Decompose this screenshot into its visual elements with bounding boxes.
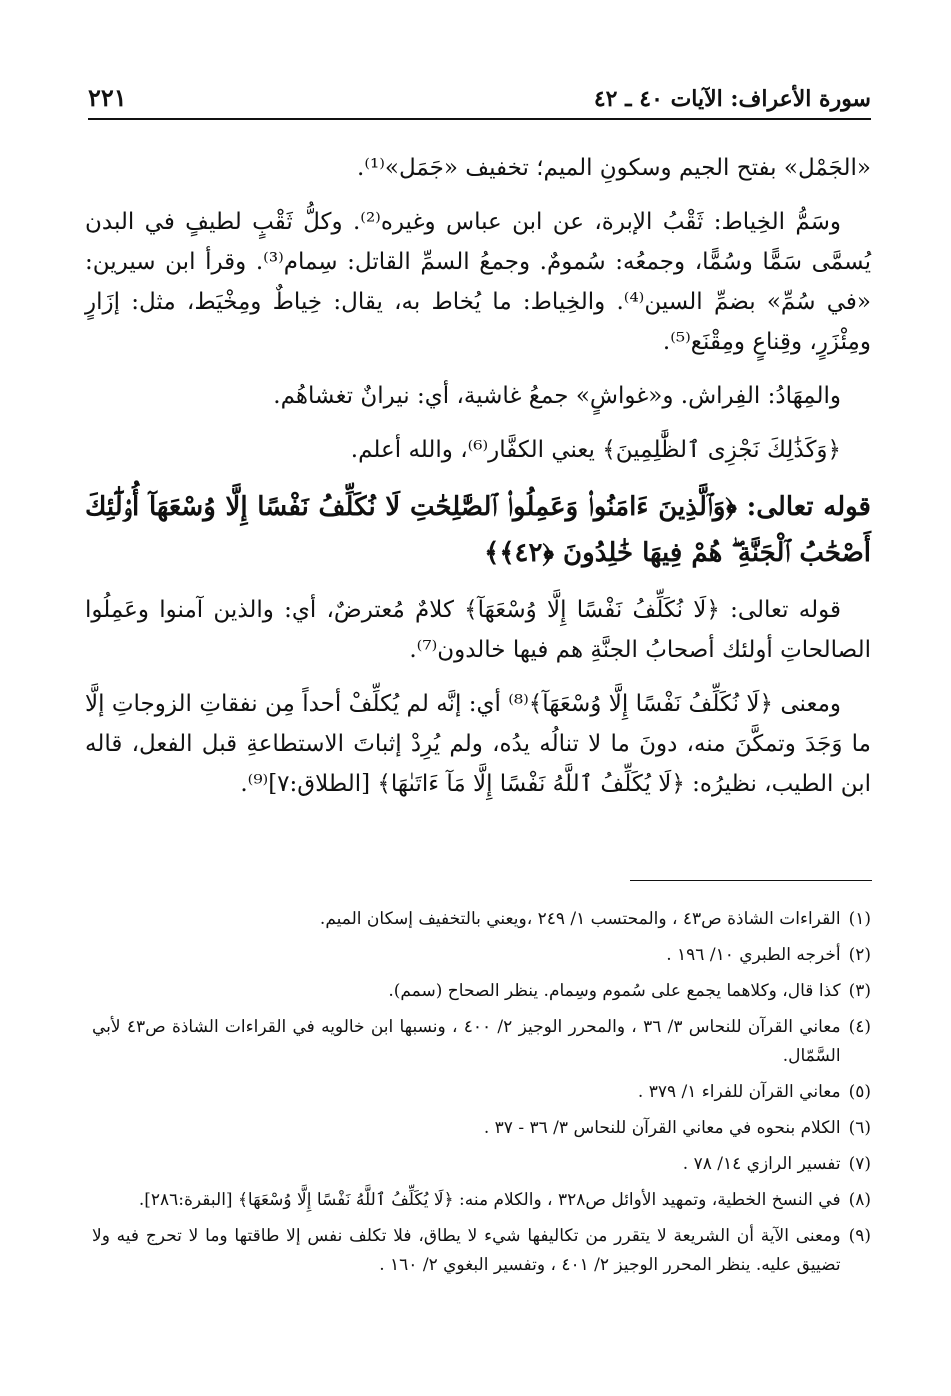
paragraph-samm-al-khiyat: وسَمُّ الخِياط: ثَقْبُ الإبرة، عن ابن عباس وغيره⁽²⁾. وكلُّ ثَقْبٍ لطيفٍ في البدن يُسمَّى سَمًّا وسُمًّا، وجمعُه: سُمومٌ. وجمعُ السمِّ القاتل: سِمام⁽³⁾. وقرأ ابن سيرين: «في سُمِّ» بضمِّ السين⁽⁴⁾. والخِياط: ما يُخاط به، يقال: خِياطٌ ومِخْيَط، مثل: إزَارٍ ومِئْزَرٍ، وقِناعٍ ومِقْنَع⁽⁵⁾. (85, 209, 871, 355)
footnote-number: (٧) (848, 1154, 871, 1174)
footnote-text: معاني القرآن للفراء ١/ ٣٧٩ . (637, 1082, 841, 1102)
footnote-text: كذا قال، وكلاهما يجمع على سُموم وسِمام. ينظر الصحاح (سمم). (388, 981, 841, 1001)
footnote (92, 941, 871, 970)
footnote-number: (١) (848, 909, 871, 929)
footnote-number: (٤) (848, 1017, 871, 1037)
footnote (92, 1150, 871, 1179)
paragraph-commentary-1: قوله تعالى: ﴿لَا نُكَلِّفُ نَفْسًا إِلَّا وُسْعَهَآ﴾ كلامٌ مُعترضٌ، أي: والذين آمنوا وعَمِلُوا الصالحاتِ أولئك أصحابُ الجنَّةِ هم فيها خالدون⁽⁷⁾. (85, 597, 871, 663)
footnote-number: (٦) (848, 1118, 871, 1138)
paragraph-mihad: والمِهَادُ: الفِراش. و«غواشٍ» جمعُ غاشية، أي: نيرانٌ تغشاهُم. (273, 383, 841, 409)
main-text (85, 148, 871, 818)
footnote (92, 1222, 871, 1280)
footnote (92, 1114, 871, 1143)
running-title: سورة الأعراف: الآيات ٤٠ ـ ٤٢ (593, 86, 871, 112)
paragraph-jaza-al-zalimin: ﴿وَكَذَٰلِكَ نَجْزِى ٱلظَّٰلِمِينَ﴾ يعني الكفَّار⁽⁶⁾، والله أعلم. (350, 437, 841, 463)
footnote-separator (630, 880, 872, 881)
footnote-number: (٨) (848, 1190, 871, 1210)
paragraph-jaml: «الجَمْل» بفتح الجيم وسكونِ الميم؛ تخفيف «جَمَل»⁽¹⁾. (357, 155, 871, 181)
footnote-text: ومعنى الآية أن الشريعة لا يتقرر من تكاليفها شيء لا يطاق، فلا تكلف نفس إلا طاقتها وما لا تحرج فيه ولا تضييق عليه. ينظر المحرر الوجيز ٢/ ٤٠١ ، وتفسير البغوي ٢/ ١٦٠ . (92, 1226, 841, 1275)
footnote-number: (٩) (848, 1226, 871, 1246)
footnote-text: الكلام بنحوه في معاني القرآن للنحاس ٣/ ٣٦ - ٣٧ . (483, 1118, 841, 1138)
page-number: ٢٢١ (88, 83, 127, 112)
footnote (92, 977, 871, 1006)
footnote-text: القراءات الشاذة ص٤٣ ، والمحتسب ١/ ٢٤٩ ،ويعني بالتخفيف إسكان الميم. (319, 909, 841, 929)
footnote (92, 1078, 871, 1107)
page-header (88, 72, 871, 120)
footnote-number: (٥) (848, 1082, 871, 1102)
footnotes (92, 905, 871, 1287)
footnote-text: تفسير الرازي ١٤/ ٧٨ . (682, 1154, 841, 1174)
verse-heading: قوله تعالى: ﴿وَٱلَّذِينَ ءَامَنُوا۟ وَعَمِلُوا۟ ٱلصَّٰلِحَٰتِ لَا نُكَلِّفُ نَفْسًا إِلَّا وُسْعَهَآ أُو۟لَٰٓئِكَ أَصْحَٰبُ ٱلْجَنَّةِ ۖ هُمْ فِيهَا خَٰلِدُونَ ﴿٤٢﴾﴾ (85, 492, 871, 568)
footnote-text: أخرجه الطبري ١٠/ ١٩٦ . (666, 945, 841, 965)
footnote-number: (٣) (848, 981, 871, 1001)
footnote (92, 1013, 871, 1071)
footnote (92, 905, 871, 934)
footnote-number: (٢) (848, 945, 871, 965)
footnote-text: معاني القرآن للنحاس ٣/ ٣٦ ، والمحرر الوجيز ٢/ ٤٠٠ ، ونسبها ابن خالويه في القراءات الشاذة ص٤٣ لأبي السَّمّال. (92, 1017, 841, 1066)
footnote-text: في النسخ الخطية، وتمهيد الأوائل ص٣٢٨ ، والكلام منه: ﴿لَا يُكَلِّفُ ٱللَّهُ نَفْسًا إِلَّا وُسْعَهَا﴾ [البقرة:٢٨٦]. (138, 1190, 841, 1210)
footnote (92, 1186, 871, 1215)
paragraph-commentary-2: ومعنى ﴿لَا نُكَلِّفُ نَفْسًا إِلَّا وُسْعَهَآ﴾⁽⁸⁾ أي: إنَّه لم يُكلِّفْ أحداً مِن نفقاتِ الزوجاتِ إلَّا ما وَجَدَ وتمكَّنَ منه، دونَ ما لا تنالُه يدُه، ولم يُرِدْ إثباتَ الاستطاعةِ قبل الفعل، قاله ابن الطيب، نظيرُه: ﴿لَا يُكَلِّفُ ٱللَّهُ نَفْسًا إِلَّا مَآ ءَاتَىٰهَا﴾ [الطلاق:٧]⁽⁹⁾. (85, 691, 872, 797)
